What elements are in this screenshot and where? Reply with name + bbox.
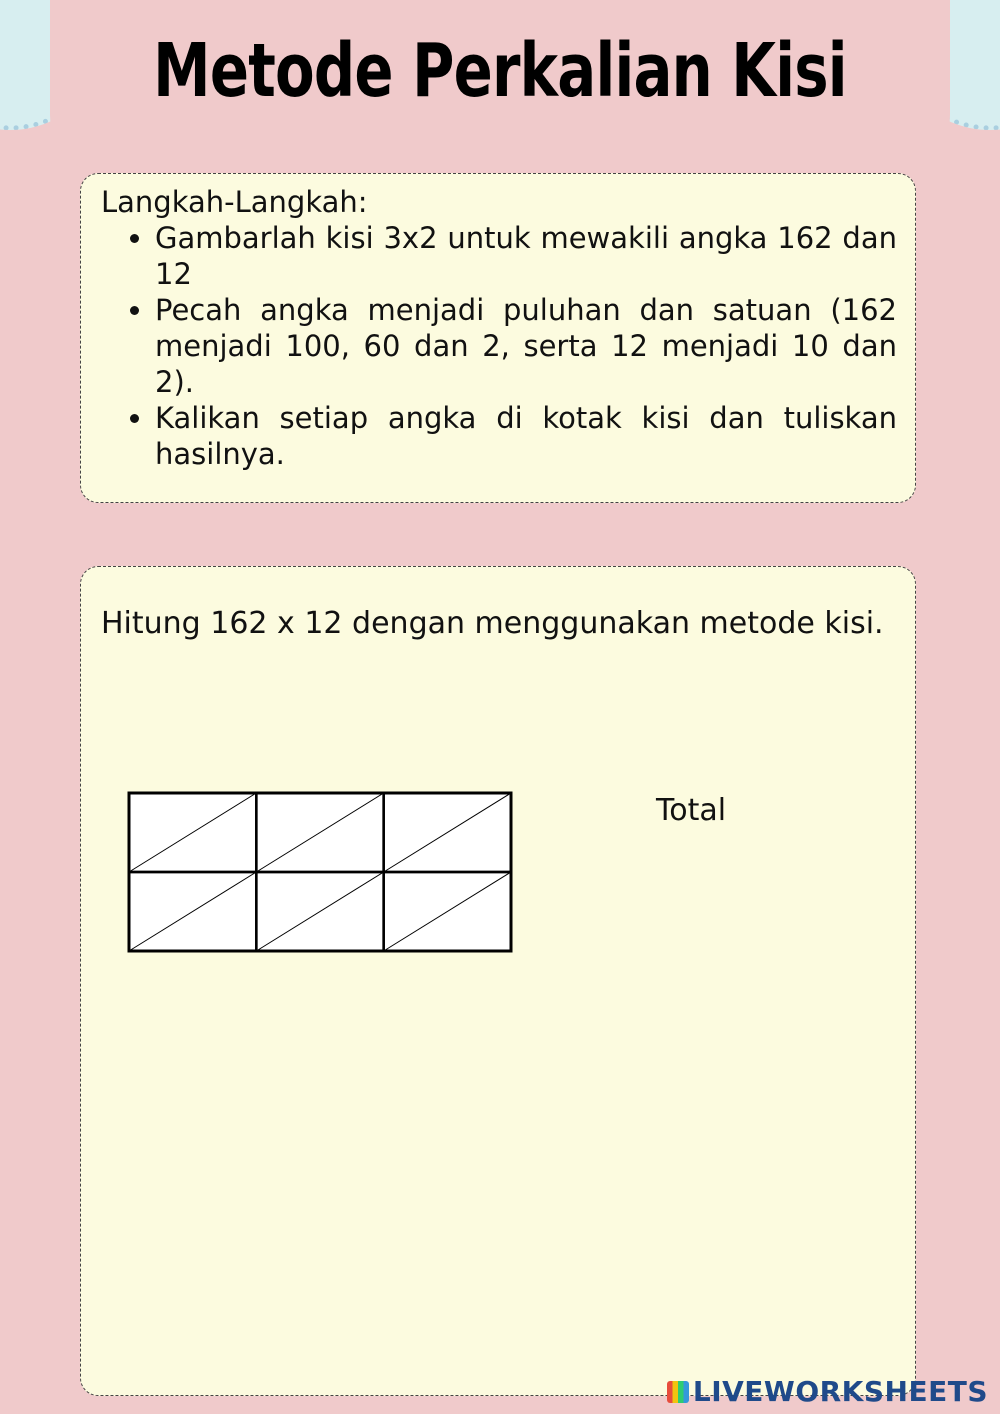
task-question: Hitung 162 x 12 dengan menggunakan metode kisi. [101,606,884,641]
step-item: • Kalikan setiap angka di kotak kisi dan tuliskan hasilnya. [155,400,897,472]
task-panel [80,566,916,1396]
steps-panel [80,173,916,503]
total-label: Total [656,793,727,828]
steps-list [101,220,897,472]
brand-name: LIVEWORKSHEETS [692,1375,988,1408]
step-item: • Pecah angka menjadi puluhan dan satuan (162 menjadi 100, 60 dan 2, serta 12 menjadi 10 dan 2). [155,292,897,400]
liveworksheets-logo [667,1375,988,1408]
lattice-grid [127,791,517,957]
step-item: • Gambarlah kisi 3x2 untuk mewakili angka 162 dan 12 [155,220,897,292]
steps-heading: Langkah-Langkah: [101,185,368,219]
liveworksheets-icon [667,1381,689,1403]
page-title: Metode Perkalian Kisi [153,28,847,114]
